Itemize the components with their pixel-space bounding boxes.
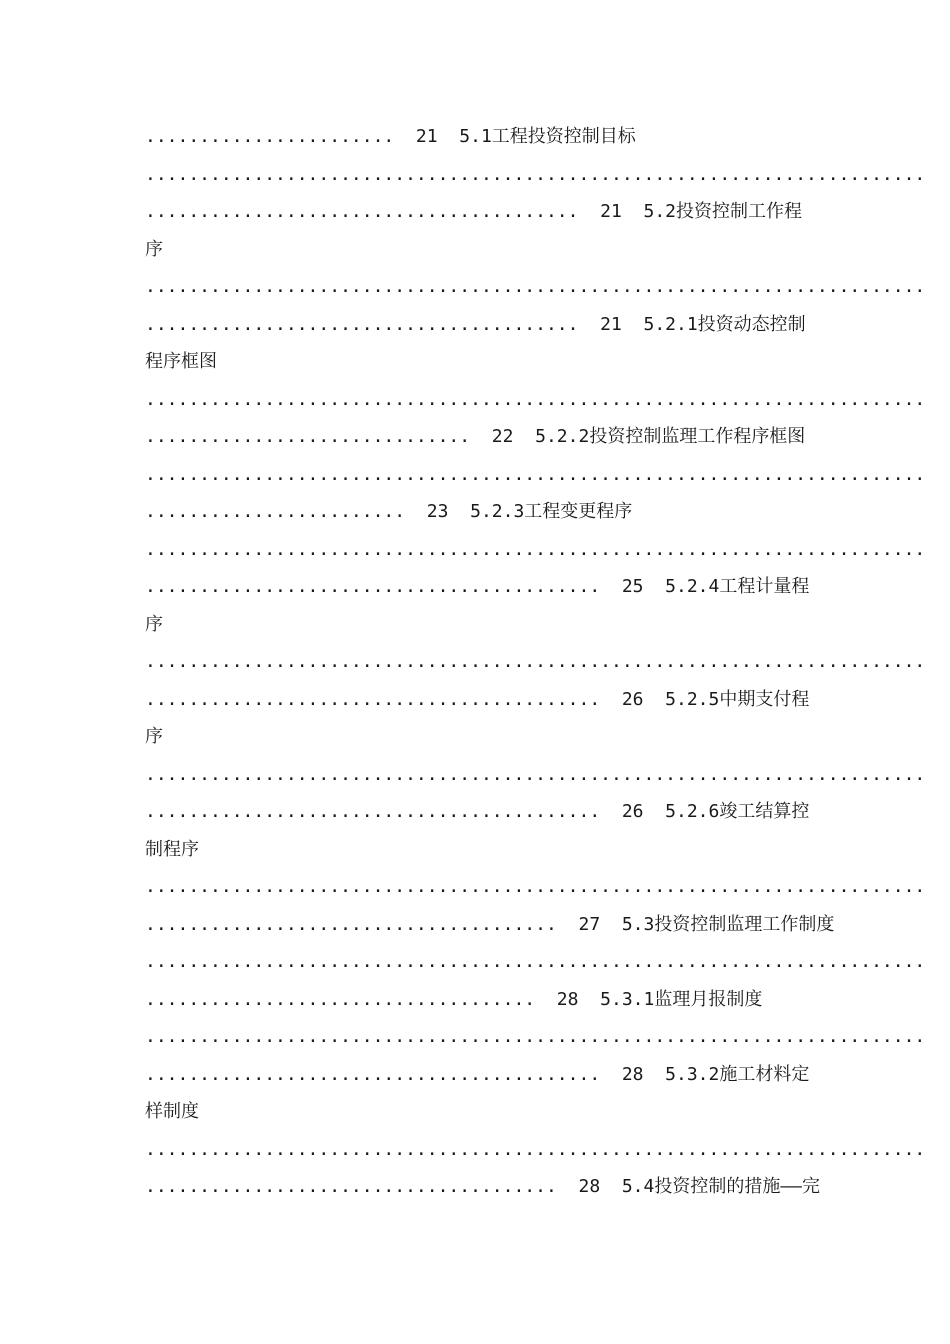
toc-line: 样制度 (145, 1101, 199, 1122)
toc-line: ........................................................................ (145, 276, 926, 297)
toc-line: ........................................................................ (145, 388, 926, 410)
toc-line: ........................................ 21 5.2.1投资动态控制 (145, 313, 806, 335)
toc-line: ........................................................................ (145, 463, 926, 485)
toc-line: .......................................... 26 5.2.5中期支付程 (145, 688, 810, 710)
toc-line: .................................... 28 5.3.1监理月报制度 (145, 988, 763, 1010)
toc-line: 序 (145, 726, 163, 747)
toc-line: ........................................................................ (145, 1138, 926, 1160)
toc-line: .............................. 22 5.2.2投资控制监理工作程序框图 (145, 426, 806, 447)
toc-line: ........................................................................ (145, 763, 926, 785)
toc-line: ........................ 23 5.2.3工程变更程序 (145, 501, 633, 522)
toc-line: 序 (145, 238, 163, 260)
toc-line: ...................................... 28 5.4投资控制的措施——完 (145, 1176, 821, 1197)
toc-line: ........................................ 21 5.2投资控制工作程 (145, 201, 803, 222)
toc-line: ........................................................................ (145, 951, 926, 972)
toc-line: .......................................... 25 5.2.4工程计量程 (145, 576, 810, 597)
toc-line: ....................... 21 5.1工程投资控制目标 (145, 126, 636, 147)
toc-line: .......................................... 28 5.3.2施工材料定 (145, 1063, 810, 1085)
toc-line: ........................................................................ (145, 538, 926, 560)
toc-line: ........................................................................ (145, 876, 926, 897)
toc-line: ...................................... 27 5.3投资控制监理工作制度 (145, 913, 835, 935)
toc-line: .......................................... 26 5.2.6竣工结算控 (145, 801, 810, 822)
toc-line: 制程序 (145, 838, 199, 860)
toc-line: 程序框图 (145, 351, 217, 372)
toc-line: ........................................................................ (145, 651, 926, 672)
toc-line: ........................................................................ (145, 1026, 926, 1047)
toc-line: 序 (145, 613, 163, 635)
toc-line: ........................................................................ (145, 163, 926, 185)
table-of-contents (145, 123, 926, 1211)
